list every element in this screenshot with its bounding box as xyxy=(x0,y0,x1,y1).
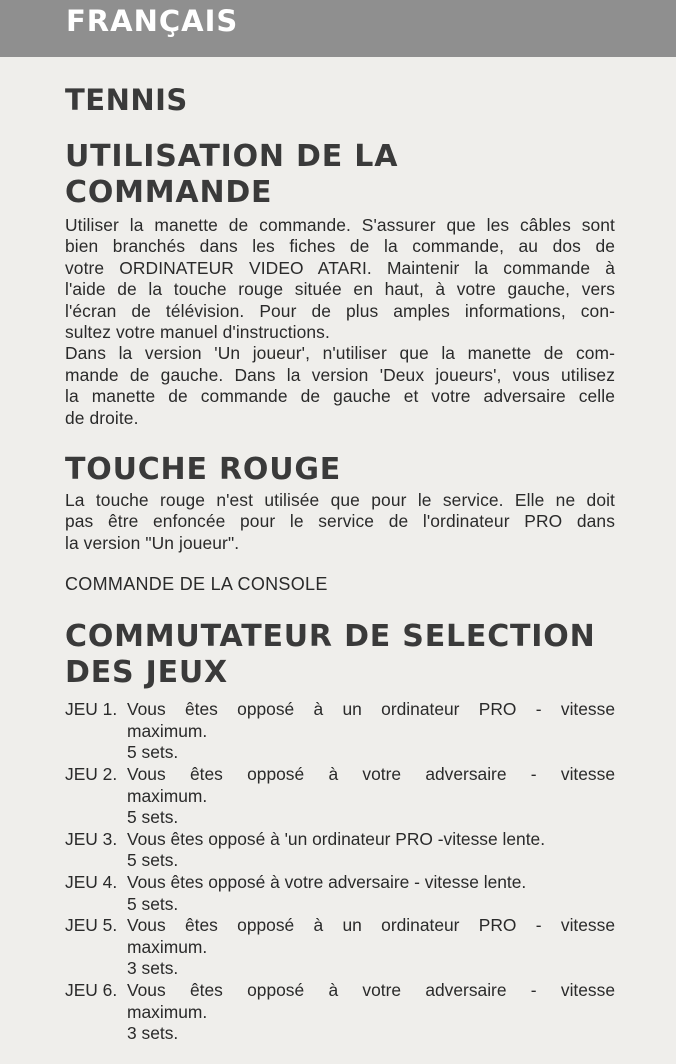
game-sets: 5 sets. xyxy=(127,742,179,763)
game-number: JEU 6. xyxy=(65,980,118,1000)
game-sets: 5 sets. xyxy=(127,893,179,914)
controller-heading: UTILISATION DE LA COMMANDE xyxy=(65,139,399,210)
red-button-section xyxy=(65,452,615,554)
text-line: La touche rouge n'est utilisée que pour le service. Elle ne doit xyxy=(65,490,615,511)
game-number: JEU 1. xyxy=(65,699,118,720)
text-line: l'écran de télévision. Pour de plus amples informations, con- xyxy=(65,300,615,321)
text-line: Utiliser la manette de commande. S'assurer que les câbles sont xyxy=(65,215,615,235)
text-line: la manette de commande de gauche et votre adversaire celle xyxy=(65,386,615,407)
game-description: Vous êtes opposé à votre adversaire - vitesse xyxy=(127,764,615,785)
controller-paragraph-1 xyxy=(65,215,615,343)
text-line: sultez votre manuel d'instructions. xyxy=(65,322,330,343)
game-sets: 3 sets. xyxy=(127,1023,179,1044)
game-number: JEU 5. xyxy=(65,915,118,936)
list-item xyxy=(65,872,615,915)
game-description: Vous êtes opposé à un ordinateur PRO - vitesse xyxy=(127,699,615,720)
game-number: JEU 3. xyxy=(65,828,118,849)
game-select-section xyxy=(65,619,615,1045)
list-item xyxy=(65,764,615,829)
game-description-cont: maximum. xyxy=(127,785,208,806)
list-item xyxy=(65,829,615,872)
list-item xyxy=(65,699,615,764)
text-line: de droite. xyxy=(65,407,139,428)
console-label: COMMANDE DE LA CONSOLE xyxy=(65,574,328,595)
language-label: FRANÇAIS xyxy=(66,4,239,38)
game-description: Vous êtes opposé à un ordinateur PRO - vitesse xyxy=(127,915,615,936)
red-button-heading: TOUCHE ROUGE xyxy=(65,452,342,488)
text-line: bien branchés dans les fiches de la commande, au dos de xyxy=(65,236,615,257)
game-description: Vous êtes opposé à 'un ordinateur PRO -vitesse lente. xyxy=(127,828,546,849)
game-select-heading-line-1: COMMUTATEUR DE SELECTION xyxy=(65,619,596,655)
language-header xyxy=(0,0,676,57)
game-sets: 5 sets. xyxy=(127,807,179,828)
game-description-cont: maximum. xyxy=(127,1001,208,1022)
controller-paragraph-2 xyxy=(65,343,615,429)
game-sets: 5 sets. xyxy=(127,850,179,871)
controller-section xyxy=(65,139,615,429)
game-description: Vous êtes opposé à votre adversaire - vitesse lente. xyxy=(127,872,527,893)
game-description-cont: maximum. xyxy=(127,936,208,957)
game-number: JEU 2. xyxy=(65,764,118,785)
list-item xyxy=(65,915,615,980)
text-line: la version "Un joueur". xyxy=(65,532,240,553)
list-item xyxy=(65,980,615,1045)
red-button-paragraph xyxy=(65,490,615,554)
text-line: Dans la version 'Un joueur', n'utiliser que la manette de com- xyxy=(65,343,615,364)
text-line: mande de gauche. Dans la version 'Deux joueurs', vous utilisez xyxy=(65,364,615,385)
game-description: Vous êtes opposé à votre adversaire - vitesse xyxy=(127,980,615,1000)
text-line: l'aide de la touche rouge située en haut, à votre gauche, vers xyxy=(65,279,615,300)
text-line: pas être enfoncée pour le service de l'ordinateur PRO dans xyxy=(65,511,615,532)
manual-page xyxy=(65,57,615,1045)
text-line: votre ORDINATEUR VIDEO ATARI. Maintenir la commande à xyxy=(65,257,615,278)
game-list xyxy=(65,699,615,1045)
game-description-cont: maximum. xyxy=(127,720,208,741)
game-select-heading-line-2: DES JEUX xyxy=(65,655,228,691)
game-number: JEU 4. xyxy=(65,872,118,893)
game-sets: 3 sets. xyxy=(127,958,179,979)
game-title: TENNIS xyxy=(65,83,188,117)
